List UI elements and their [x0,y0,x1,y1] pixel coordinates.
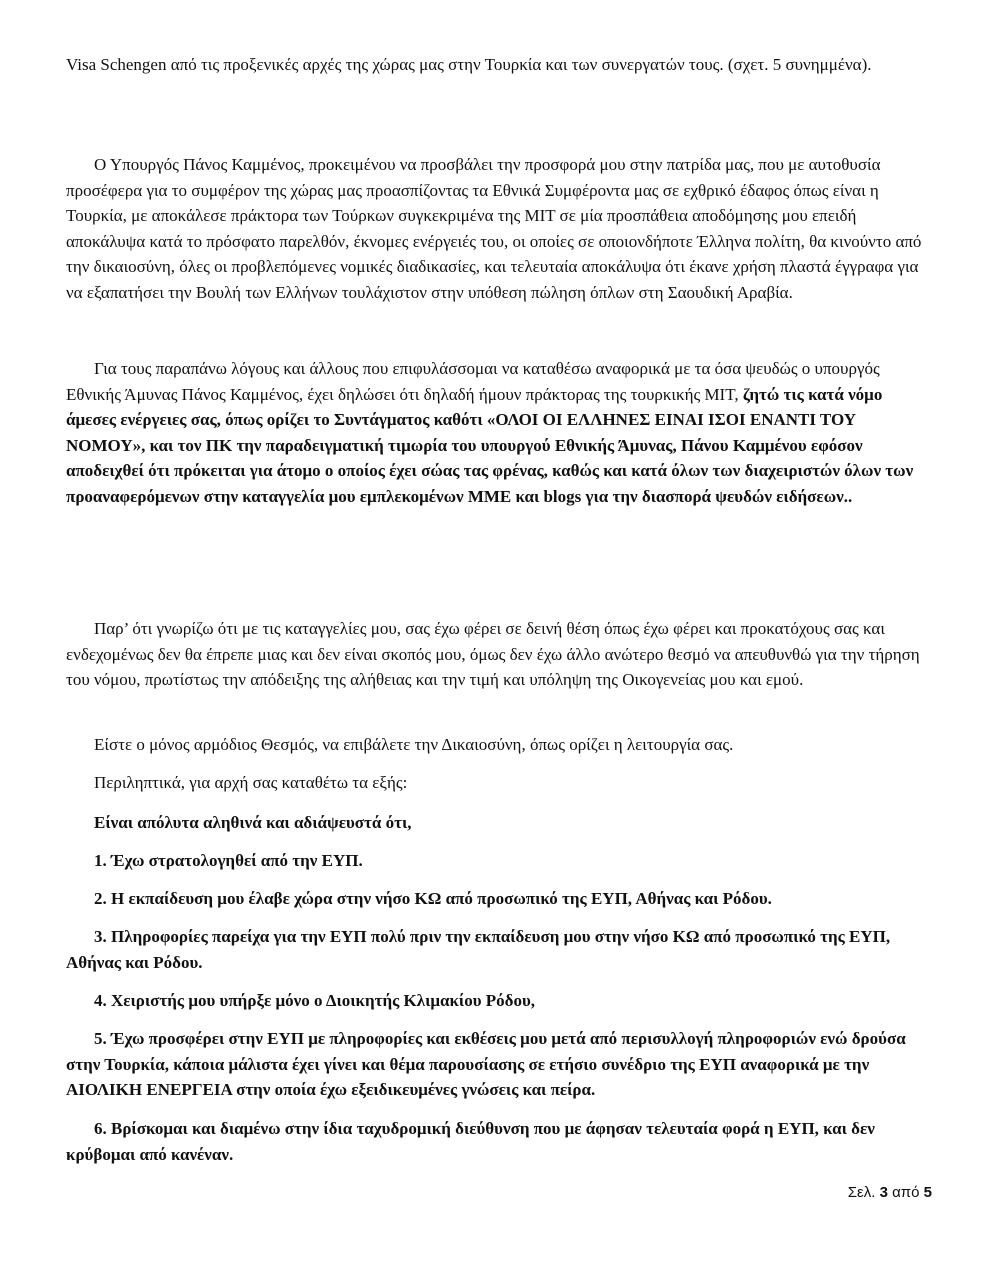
paragraph-despite [66,616,928,693]
list-item [66,924,928,975]
list-item-2: 2. Η εκπαίδευση μου έλαβε χώρα στην νήσο ΚΩ από προσωπικό της ΕΥΠ, Αθήνας και Ρόδου. [94,889,772,908]
paragraph-intro [66,52,928,78]
page-footer-prefix: Σελ. [847,1184,876,1201]
page-number: 3 [879,1184,888,1201]
list-item [66,848,928,874]
list-item-3: 3. Πληροφορίες παρείχα για την ΕΥΠ πολύ πριν την εκπαίδευση μου στην νήσο ΚΩ από προσωπικό της ΕΥΠ, Αθήνας και Ρόδου. [66,927,891,972]
paragraph-reasons [66,356,928,509]
page-footer [848,1180,932,1206]
list-item-6: 6. Βρίσκομαι και διαμένω στην ίδια ταχυδρομική διεύθυνση που με άφησαν τελευταία φορά η ΕΥΠ, και δεν κρύβομαι από κανέναν. [66,1119,875,1164]
paragraph-summary [66,770,928,796]
list-item [66,1116,928,1167]
list-item [66,1026,928,1103]
paragraph-reasons-text [66,356,928,509]
page-total: 5 [923,1184,932,1201]
list-item-4: 4. Χειριστής μου υπήρξε μόνο ο Διοικητής Κλιμακίου Ρόδου, [94,991,536,1010]
list-item-5: 5. Έχω προσφέρει στην ΕΥΠ με πληροφορίες και εκθέσεις μου μετά από περισυλλογή πληροφοριών ενώ δρούσα στην Τουρκία, κάποια μάλιστα έχει γίνει και θέμα παρουσίασης σε ετήσιο συνέδριο της ΕΥΠ αναφορικά με την ΑΙΟΛΙΚΗ ΕΝΕΡΓΕΙΑ στην οποία έχω εξειδικευμένες γνώσεις και πείρα. [66,1029,906,1099]
paragraph-reasons-bold: ζητώ τις κατά νόμο άμεσες ενέργειες σας, όπως ορίζει το Συντάγματος καθότι «ΟΛΟΙ ΟΙ ΕΛΛΗΝΕΣ ΕΙΝΑΙ ΙΣΟΙ ΕΝΑΝΤΙ ΤΟΥ ΝΟΜΟΥ», και τον ΠΚ την παραδειγματική τιμωρία του υπουργού Εθνικής Άμυνας, Πάνου Καμμένου εφόσον αποδειχθεί ότι πρόκειται για άτομο ο οποίος έχει σώας τας φρένας, καθώς και κατά όλων των διαχειριστών όλων των προαναφερόμενων στην καταγγελία μου εμπλεκομένων ΜΜΕ και blogs για την διασπορά ψευδών ειδήσεων.. [66,384,914,506]
paragraph-minister [66,152,928,305]
page-footer-sep: από [892,1184,920,1201]
paragraph-only-text: Είστε ο μόνος αρμόδιος Θεσμός, να επιβάλετε την Δικαιοσύνη, όπως ορίζει η λειτουργία σας. [94,735,734,754]
paragraph-despite-text: Παρ’ ότι γνωρίζω ότι με τις καταγγελίες μου, σας έχω φέρει σε δεινή θέση όπως έχω φέρει και προκατόχους σας και ενδεχομένως δεν θα έπρεπε μιας και δεν είναι σκοπός μου, όμως δεν έχω άλλο ανώτερο θεσμό να απευθυνθώ για την τήρηση του νόμου, πρωτίστως την απόδειξης της αλήθειας και την τιμή και υπόληψη της Οικογενείας μου και εμού. [66,619,920,689]
paragraph-summary-text: Περιληπτικά, για αρχή σας καταθέτω τα εξής: [94,773,408,792]
paragraph-true-text: Είναι απόλυτα αληθινά και αδιάψευστά ότι, [94,813,412,832]
list-item-1: 1. Έχω στρατολογηθεί από την ΕΥΠ. [94,851,363,870]
paragraph-only [66,732,928,758]
paragraph-intro-text: Visa Schengen από τις προξενικές αρχές της χώρας μας στην Τουρκία και των συνεργατών τους. (σχετ. 5 συνημμένα). [66,55,872,74]
paragraph-reasons-normal: Για τους παραπάνω λόγους και άλλους που επιφυλάσσομαι να καταθέσω αναφορικά με τα όσα ψευδώς ο υπουργός Εθνικής Άμυνας Πάνος Καμμένος, έχει δηλώσει ότι δηλαδή ήμουν πράκτορας της τουρκικής ΜΙΤ, [66,359,880,404]
list-item [66,988,928,1014]
paragraph-minister-text: Ο Υπουργός Πάνος Καμμένος, προκειμένου να προσβάλει την προσφορά μου στην πατρίδα μας, που με αυτοθυσία προσέφερα για το συμφέρον της χώρας μας προασπίζοντας τα Εθνικά Συμφέροντα μας σε εχθρικό έδαφος όπως είναι η Τουρκία, με αποκάλεσε πράκτορα των Τούρκων συγκεκριμένα της ΜΙΤ σε μία προσπάθεια αποδόμησης μου επειδή αποκάλυψα κατά το πρόσφατο παρελθόν, έκνομες ενέργειές του, οι οποίες σε οποιονδήποτε Έλληνα πολίτη, θα κινούντο από την δικαιοσύνη, όλες οι προβλεπόμενες νομικές διαδικασίες, και τελευταία αποκάλυψα ότι έκανε χρήση πλαστά έγγραφα για να εξαπατήσει την Βουλή των Ελλήνων τουλάχιστον στην υπόθεση πώληση όπλων στη Σαουδική Αραβία. [66,155,922,302]
paragraph-true [66,810,928,836]
list-item [66,886,928,912]
